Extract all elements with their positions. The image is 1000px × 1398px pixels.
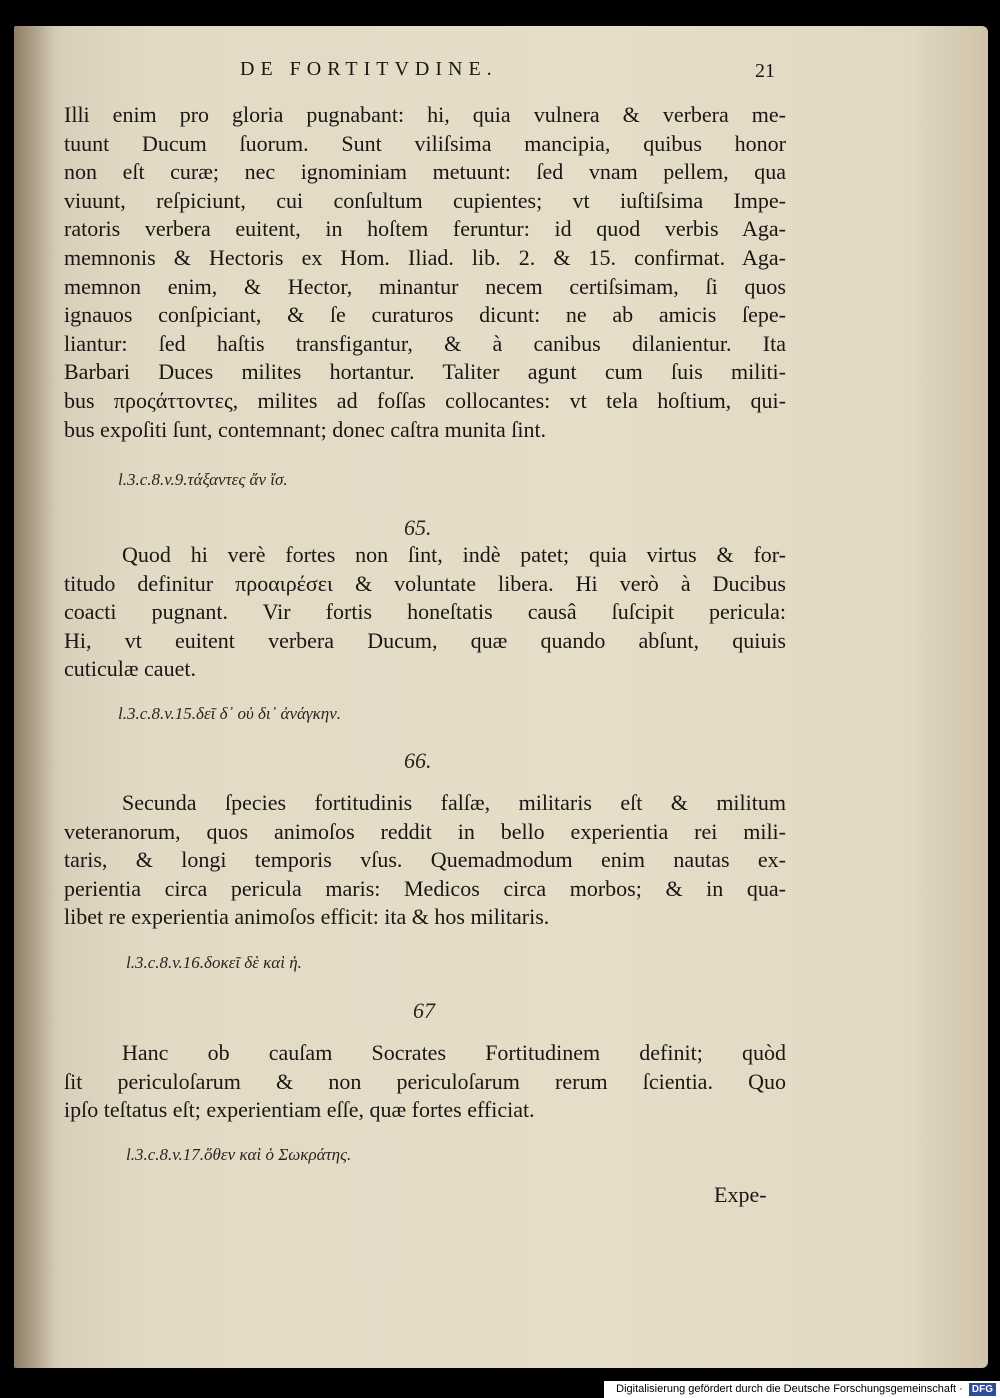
text-line: perientia circa pericula maris: Medicos circa morbos; & in qua- (64, 875, 786, 901)
text-line: Secunda ſpecies fortitudinis falſæ, militaris eſt & militum (122, 790, 786, 815)
paragraph-65 (64, 542, 786, 685)
text-line: ſit periculoſarum & non periculoſarum rerum ſcientia. Quo (64, 1068, 786, 1094)
text-line: memnonis & Hectoris ex Hom. Iliad. lib. 2. & 15. confirmat. Aga- (64, 244, 786, 270)
section-number: 65. (404, 515, 432, 540)
text-line: Illi enim pro gloria pugnabant: hi, quia vulnera & verbera me- (64, 102, 786, 127)
gutter-shadow (14, 26, 54, 1368)
footer-text: Digitalisierung gefördert durch die Deutsche Forschungsgemeinschaft · (616, 1383, 963, 1395)
page-number: 21 (755, 60, 775, 82)
margin-reference: l.3.c.8.v.17.ὅθεν καὶ ὁ Σωκράτης. (126, 1145, 352, 1164)
margin-reference: l.3.c.8.v.15.δεῖ δ᾽ οὐ δι᾽ ἀνάγκην. (118, 704, 342, 723)
digitization-footer (604, 1381, 1000, 1398)
margin-reference: l.3.c.8.v.16.δοκεῖ δὲ καὶ ἡ. (126, 953, 302, 972)
text-line: titudo definitur προαιρέσει & voluntate libera. Hi verò à Ducibus (64, 570, 786, 596)
text-line: memnon enim, & Hector, minantur necem certiſsimam, ſi quos (64, 273, 786, 299)
running-header: DE FORTITVDINE. (240, 58, 498, 80)
paragraph-64 (64, 102, 786, 445)
text-line: Hanc ob cauſam Socrates Fortitudinem definit; quòd (122, 1040, 786, 1065)
text-line: veteranorum, quos animoſos reddit in bello experientia rei mili- (64, 818, 786, 844)
text-line: ratoris verbera euitent, in hoſtem feruntur: id quod verbis Aga- (64, 216, 786, 242)
text-line: libet re experientia animoſos efficit: ita & hos militaris. (64, 904, 550, 930)
paragraph-66 (64, 790, 786, 933)
section-number: 66. (404, 748, 432, 773)
text-line: cuticulæ cauet. (64, 656, 196, 682)
text-line: Quod hi verè fortes non ſint, indè patet; quia virtus & for- (122, 542, 786, 567)
section-number: 67 (413, 998, 435, 1023)
text-line: Barbari Duces milites hortantur. Taliter agunt cum ſuis militi- (64, 359, 786, 385)
text-line: tuunt Ducum ſuorum. Sunt viliſsima mancipia, quibus honor (64, 130, 786, 156)
margin-reference: l.3.c.8.v.9.τάξαντες ἄν ἴσ. (118, 470, 288, 489)
text-line: liantur: ſed haſtis transfigantur, & à canibus dilanientur. Ita (64, 330, 786, 356)
text-line: ipſo teſtatus eſt; experientiam eſſe, quæ fortes efficiat. (64, 1097, 535, 1123)
text-line: viuunt, reſpiciunt, cui conſultum cupientes; vt iuſtiſsima Impe- (64, 187, 786, 213)
paragraph-67 (64, 1040, 786, 1126)
dfg-logo: DFG (969, 1383, 996, 1396)
text-line: taris, & longi temporis vſus. Quemadmodum enim nautas ex- (64, 847, 786, 873)
text-line: ignauos conſpiciant, & ſe curaturos dicunt: ne ab amicis ſepe- (64, 302, 786, 328)
text-line: coacti pugnant. Vir fortis honeſtatis causâ ſuſcipit pericula: (64, 599, 786, 625)
text-line: bus προςάττοντες, milites ad foſſas collocantes: vt tela hoſtium, qui- (64, 387, 786, 413)
text-line: Hi, vt euitent verbera Ducum, quæ quando abſunt, quiuis (64, 627, 786, 653)
text-line: non eſt curæ; nec ignominiam metuunt: ſed vnam pellem, qua (64, 159, 786, 185)
catchword: Expe- (714, 1182, 767, 1207)
text-line: bus expoſiti ſunt, contemnant; donec caſtra munita ſint. (64, 416, 547, 442)
